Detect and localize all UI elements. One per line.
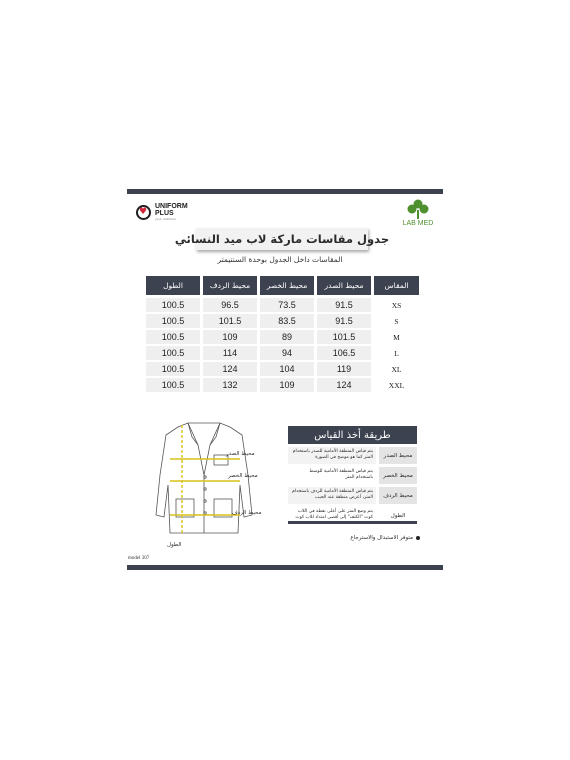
table-row: [146, 314, 419, 328]
cell-size: M: [374, 330, 419, 344]
cell-waist: 83.5: [260, 314, 314, 328]
page-title: جدول مقاسات ماركة لاب ميد النسائي: [174, 232, 390, 246]
table-row: [146, 298, 419, 312]
table-row: [146, 346, 419, 360]
cell-length: 100.5: [146, 378, 200, 392]
lab-med-name: LAB MED: [402, 220, 434, 227]
measure-row: [288, 467, 417, 484]
cell-chest: 106.5: [317, 346, 371, 360]
cell-length: 100.5: [146, 362, 200, 376]
cell-size: XXL: [374, 378, 419, 392]
coat-label-hip: محيط الردف: [232, 510, 262, 516]
cell-length: 100.5: [146, 330, 200, 344]
measure-description: يتم قياس المنطقة الأمامية للردف باستخدام المتر، أعرض منطقة عند الجيب: [288, 487, 376, 504]
cell-hip: 96.5: [203, 298, 257, 312]
cell-hip: 124: [203, 362, 257, 376]
measure-label: محيط الردف: [379, 487, 417, 504]
measuring-guide-underline: [288, 521, 417, 524]
cell-hip: 132: [203, 378, 257, 392]
cell-size: XL: [374, 362, 419, 376]
brand-line1: UNIFORM: [155, 203, 188, 210]
cell-hip: 114: [203, 346, 257, 360]
uniform-plus-logo: [136, 203, 188, 221]
measure-row: [288, 487, 417, 504]
brand-tagline: your uniforms: [155, 217, 176, 221]
measure-description: يتم قياس المنطقة الأمامية للصدر باستخدام المتر كما هو موضح في الصورة: [288, 447, 376, 464]
heart-icon: ♥: [136, 205, 151, 220]
measuring-guide: [288, 447, 417, 527]
table-row: [146, 378, 419, 392]
cell-waist: 73.5: [260, 298, 314, 312]
cell-chest: 124: [317, 378, 371, 392]
cell-chest: 101.5: [317, 330, 371, 344]
coat-label-length: الطول: [167, 542, 182, 548]
measure-row: [288, 447, 417, 464]
bullet-icon: [416, 536, 420, 540]
measure-label: الطول: [390, 512, 406, 519]
header-size: المقاس: [374, 276, 419, 295]
header-chest: محيط الصدر: [317, 276, 371, 295]
cell-hip: 109: [203, 330, 257, 344]
bottom-divider-bar: [127, 565, 443, 570]
cell-waist: 94: [260, 346, 314, 360]
header-waist: محيط الخصر: [260, 276, 314, 295]
cell-chest: 119: [317, 362, 371, 376]
measure-label: محيط الصدر: [379, 447, 417, 464]
size-table: [146, 276, 419, 394]
header-hip: محيط الردف: [203, 276, 257, 295]
cell-size: S: [374, 314, 419, 328]
model-number: model 307: [128, 556, 150, 561]
coat-label-chest: محيط الصدر: [226, 451, 255, 457]
lab-coat-illustration: [148, 415, 268, 555]
page-subtitle: المقاسات داخل الجدول بوحدة السنتيمتر: [217, 255, 343, 264]
cell-length: 100.5: [146, 314, 200, 328]
cell-size: XS: [374, 298, 419, 312]
cell-chest: 91.5: [317, 298, 371, 312]
clover-leaf-icon: [405, 199, 431, 219]
measure-description: يتم وضع المتر على أعلى نقطة في اللاب كوت "الكتف" إلى أقصى امتداد للاب كوت: [295, 509, 373, 520]
cell-waist: 104: [260, 362, 314, 376]
cell-hip: 101.5: [203, 314, 257, 328]
measure-description: يتم قياس المنطقة الأمامية للوسط باستخدام المتر: [309, 469, 373, 480]
measuring-guide-title: طريقة أخذ القياس: [288, 426, 417, 444]
cell-size: L: [374, 346, 419, 360]
page-title-box: [174, 228, 390, 250]
top-divider-bar: [127, 189, 443, 194]
cell-waist: 109: [260, 378, 314, 392]
measure-label: محيط الخصر: [379, 467, 417, 484]
cell-length: 100.5: [146, 346, 200, 360]
brand-line2: PLUS: [155, 210, 174, 217]
header-length: الطول: [146, 276, 200, 295]
cell-waist: 89: [260, 330, 314, 344]
table-header-row: [146, 276, 419, 295]
returns-note-text: متوفر الاستبدال والاسترجاع: [350, 535, 413, 541]
lab-med-logo: [400, 199, 436, 227]
cell-chest: 91.5: [317, 314, 371, 328]
table-row: [146, 362, 419, 376]
returns-note: [300, 535, 420, 541]
cell-length: 100.5: [146, 298, 200, 312]
table-row: [146, 330, 419, 344]
coat-label-waist: محيط الخصر: [228, 473, 258, 479]
